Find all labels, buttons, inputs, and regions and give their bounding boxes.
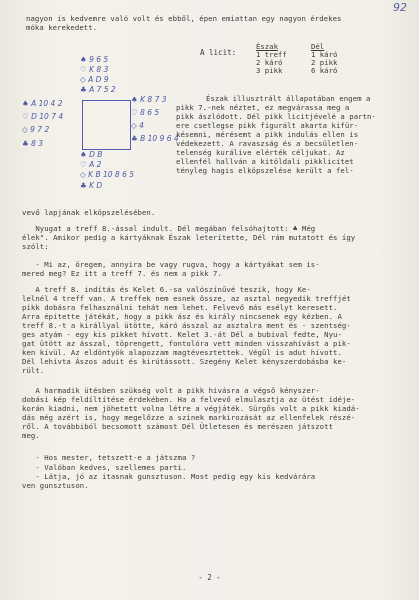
body-line: lelnél 4 treff van. A treffek nem esnek össze, az asztal negyedik treffjét xyxy=(22,294,351,303)
body-line: - Látja, jó az itasnak gunsztuson. Most pedig egy kis kedvárára xyxy=(22,472,316,481)
body-line: meg. xyxy=(22,431,40,440)
body-line: Nyugat a treff 8.-ással indult. Dél megában felsóhajtott: ♣ Még xyxy=(22,224,316,233)
north-hearts: ♡ K 8 3 xyxy=(80,65,109,74)
right-paragraph-line-5: késemni, mérésemt a pikk indulás ellen is xyxy=(176,130,359,139)
licit-south-bid-3: 6 káró xyxy=(311,66,338,75)
body-line: Arra építette játékát, hogy a pikk ász és király nincsenek egy kézben. A xyxy=(22,312,342,321)
body-line: dobási kép feldíltítése érdekében. Ha a felvevő elmulasztja az ütést idéje- xyxy=(22,395,356,404)
south-clubs: ♣ K D xyxy=(80,181,103,190)
body-line: ken kívül. Az eldöntyök alapozzam magtévesztettek. Végül is adut hívott. xyxy=(22,348,342,357)
west-spades: ♠ A 10 4 2 xyxy=(22,99,63,108)
west-diamonds: ◇ 9 7 2 xyxy=(22,125,50,134)
body-line: vevő lapjának elköpszelésében. xyxy=(22,208,156,217)
south-spades: ♠ D B xyxy=(80,150,103,159)
body-line: - Mi az, öregem, annyira be vagy rugva, hogy a kártyákat sem is- xyxy=(22,260,320,269)
table-box xyxy=(82,100,131,150)
licit-south-bid-1: 1 káró xyxy=(311,50,338,59)
north-diamonds: ◇ A D 9 xyxy=(80,75,109,84)
body-line: - Hos mester, tetszett-e a játszma ? xyxy=(22,453,196,462)
body-line: ven gunsztuson. xyxy=(22,481,89,490)
north-clubs: ♣ A 7 5 2 xyxy=(80,85,116,94)
body-line: korán kiadni, nem jöhetett volna létre a végjáték. Sürgős volt a pikk kiadá- xyxy=(22,404,360,413)
right-paragraph-line-9: tényleg hagis elköpszelése került a fel- xyxy=(176,166,354,175)
licit-north-bid-3: 3 pikk xyxy=(256,66,283,75)
licit-south-bid-2: 2 pikk xyxy=(311,58,338,67)
right-paragraph-line-4: ere csetlegse pikk figurált akarta kifür- xyxy=(176,121,359,130)
south-hearts: ♡ A 2 xyxy=(80,160,102,169)
intro-line-1: nagyon is kedvemre való volt és ebből, épen emiattan egy nagyon érdekes xyxy=(26,14,342,23)
body-line: szólt: xyxy=(22,242,49,251)
body-line: A harmadik ütésben szükség volt a pikk hivásra a végső kényszer- xyxy=(22,386,320,395)
east-spades: ♠ K 8 7 3 xyxy=(131,95,167,104)
right-paragraph-line-1: Észak illusztrált állapotában engem a xyxy=(206,94,371,103)
body-line: ről. A továbbiból becsomott számost Dél Ütletesen és merészen játszott xyxy=(22,422,334,431)
body-line: élek". Amikor pedig a kártyáknak Észak leterítette, Dél rám mutatott és így xyxy=(22,233,356,242)
east-diamonds: ◇ 4 xyxy=(131,121,144,130)
body-line: - Valóban kedves, szellemes parti. xyxy=(22,463,187,472)
handwritten-page-number: 92 xyxy=(393,1,407,14)
west-hearts: ♡ D 10 7 4 xyxy=(22,112,64,121)
body-line: pikk dobásra felhasználni tehát nem lehet. Felvevő más esélyt keresett. xyxy=(22,303,338,312)
right-paragraph-line-8: ellenfél hallván a kitöldali pikklicitet xyxy=(176,157,354,166)
body-line: rült. xyxy=(22,366,45,375)
body-line: mered meg? Ez itt a treff 7. és nem a pikk 7. xyxy=(22,269,222,278)
body-line: treff 8.-t a királlyal ütötte, káró ásszal az asztalra ment és - szentség- xyxy=(22,321,351,330)
licit-header-south: Dél xyxy=(311,42,325,51)
east-hearts: ♡ 8 6 5 xyxy=(131,108,160,117)
right-paragraph-line-3: pikk ászlódott. Dél pikk licitjévelé a partn- xyxy=(176,112,376,121)
right-paragraph-line-6: védekezett. A ravaszság és a becsületlen- xyxy=(176,139,359,148)
body-line: ges atyám - egy kis pikket hívott. Kelet 3.-át Dél a bubival fedte, Nyu- xyxy=(22,330,342,339)
south-diamonds: ◇ K B 10 8 6 5 xyxy=(80,170,134,179)
right-paragraph-line-2: pikk 7.-nek néztet, ez megvárassa meg a xyxy=(176,103,350,112)
east-clubs: ♣ B 10 9 6 4 xyxy=(131,134,179,143)
licit-header-north: Észak xyxy=(256,42,278,51)
body-line: dás még azért is, hogy megelőzze a szinek markirozását az ellenfelek részé- xyxy=(22,413,356,422)
licit-title: A licit: xyxy=(200,48,237,57)
licit-north-bid-1: 1 treff xyxy=(256,50,287,59)
right-paragraph-line-7: telenség kurálive elérték céljukat. Az xyxy=(176,148,345,157)
page-footer: - 2 - xyxy=(198,573,221,582)
intro-line-2: móka kerekedett. xyxy=(26,23,98,32)
north-spades: ♠ 9 6 5 xyxy=(80,55,109,64)
licit-north-bid-2: 2 káró xyxy=(256,58,283,67)
body-line: A treff 8. indítás és Kelet 6.-sa valószínűvé teszik, hogy Ke- xyxy=(22,285,311,294)
body-line: Dél lehívta Ászos aduit és kirútássott. Szegény Kelet kényszerdobásba ke- xyxy=(22,357,347,366)
west-clubs: ♣ 8 3 xyxy=(22,139,44,148)
body-line: gat ütött az ásszal, töprengett, fontolóra vett minden visszahívást a pik- xyxy=(22,339,351,348)
